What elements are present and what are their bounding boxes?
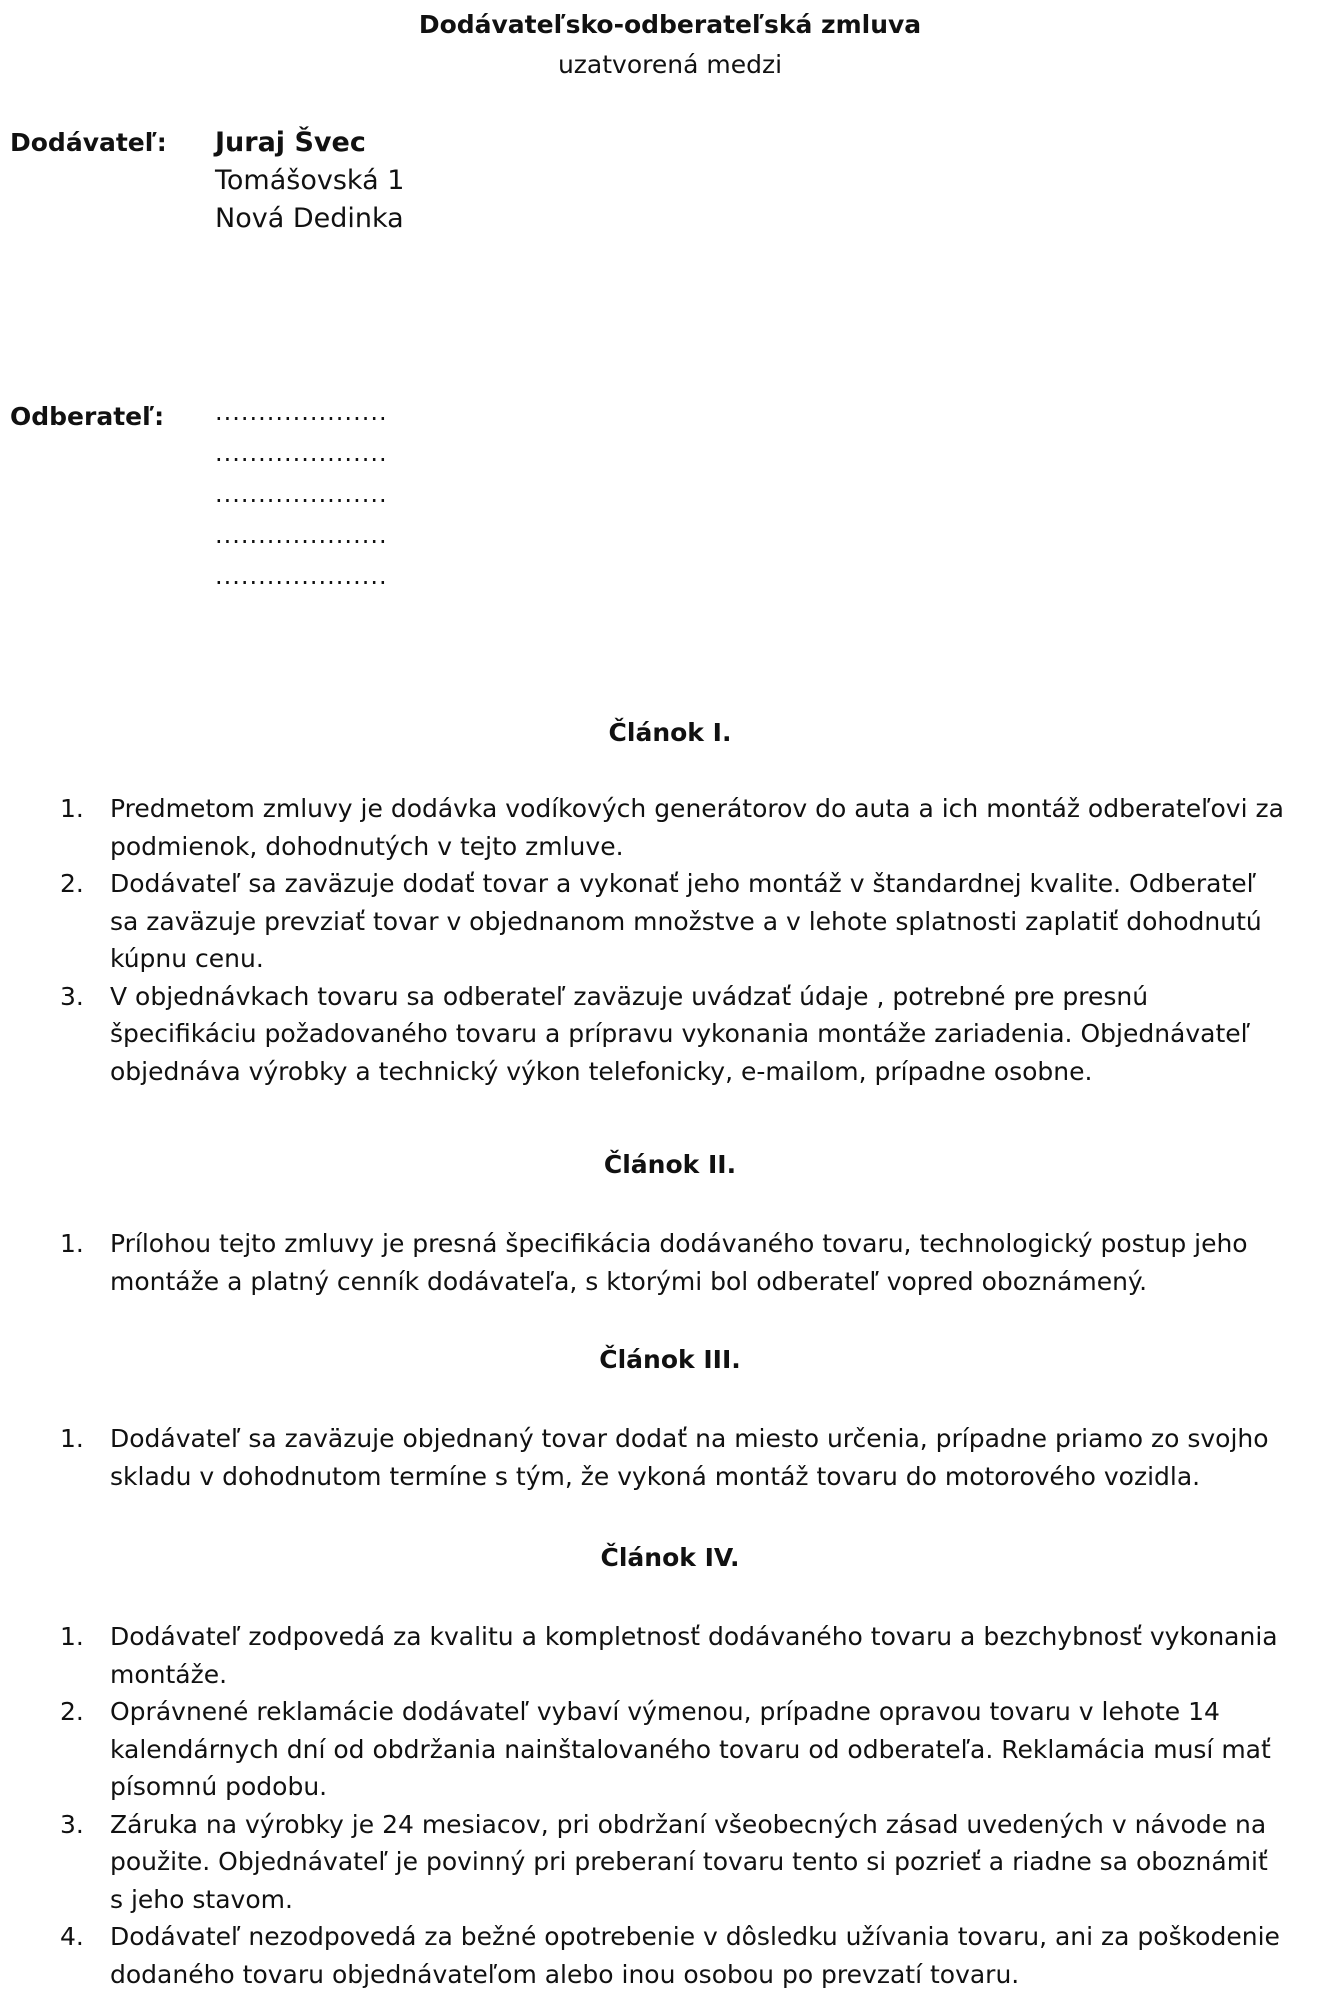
item-text: Prílohou tejto zmluvy je presná špecifikácia dodávaného tovaru, technologický postup jeho montáže a platný cenník dodávateľa, s ktorými bol odberateľ vopred oboznámený. [110, 1229, 1248, 1296]
article-items [60, 1618, 1330, 1993]
item-number: 1. [60, 1424, 84, 1453]
item-text: V objednávkach tovaru sa odberateľ zaväzuje uvádzať údaje , potrebné pre presnú špecifikáciu požadovaného tovaru a prípravu vykonania montáže zariadenia. Objednávateľ objednáva výrobky a technický výkon telefonicky, e-mailom, prípadne osobne. [110, 981, 1251, 1086]
article-items [60, 790, 1330, 1090]
item-text: Dodávateľ nezodpovedá za bežné opotrebenie v dôsledku užívania tovaru, ani za poškodenie dodaného tovaru objednávateľom alebo inou osobou po prevzatí tovaru. [110, 1922, 1280, 1989]
supplier-city: Nová Dedinka [215, 203, 404, 234]
item-text: Záruka na výrobky je 24 mesiacov, pri obdržaní všeobecných zásad uvedených v návode na použite. Objednávateľ je povinný pri preberaní tovaru tento si pozrieť a riadne sa oboznámiť s jeho stavom. [110, 1809, 1268, 1914]
article-items [60, 1420, 1330, 1495]
customer-blank-line: .................... [215, 480, 388, 508]
customer-blank-line: .................... [215, 521, 388, 549]
item-number: 2. [60, 1697, 84, 1726]
item-text: Oprávnené reklamácie dodávateľ vybaví výmenou, prípadne opravou tovaru v lehote 14 kalendárnych dní od obdržania nainštalovaného tovaru od odberateľa. Reklamácia musí mať písomnú podobu. [110, 1697, 1271, 1801]
item-text: Dodávateľ sa zaväzuje dodať tovar a vykonať jeho montáž v štandardnej kvalite. Odberateľ sa zaväzuje prevziať tovar v objednanom množstve a v lehote splatnosti zaplatiť dohodnutú kúpnu cenu. [110, 869, 1262, 973]
supplier-block [215, 124, 404, 238]
list-item [60, 1693, 1330, 1806]
list-item [60, 865, 1330, 978]
article-items [60, 1225, 1330, 1300]
list-item [60, 1225, 1330, 1300]
item-number: 2. [60, 869, 84, 898]
item-number: 1. [60, 1622, 84, 1651]
customer-blank-line: .................... [215, 398, 388, 426]
document-title: Dodávateľsko-odberateľská zmluva [418, 10, 922, 39]
item-text: Predmetom zmluvy je dodávka vodíkových generátorov do auta a ich montáž odberateľovi za podmienok, dohodnutých v tejto zmluve. [110, 794, 1284, 861]
list-item [60, 1918, 1330, 1993]
list-item [60, 978, 1330, 1091]
item-number: 3. [60, 981, 84, 1011]
supplier-label: Dodávateľ: [10, 128, 167, 157]
list-item [60, 1806, 1330, 1919]
customer-label: Odberateľ: [10, 402, 165, 431]
item-text: Dodávateľ sa zaväzuje objednaný tovar dodať na miesto určenia, prípadne priamo zo svojho skladu v dohodnutom termíne s tým, že vykoná montáž tovaru do motorového vozidla. [110, 1424, 1269, 1491]
item-number: 1. [60, 794, 84, 823]
article-heading: Článok III. [599, 1345, 741, 1374]
list-item [60, 790, 1330, 865]
article-heading: Článok I. [608, 718, 732, 747]
supplier-name: Juraj Švec [215, 127, 366, 158]
list-item [60, 1618, 1330, 1693]
item-number: 1. [60, 1229, 84, 1258]
item-text: Dodávateľ zodpovedá za kvalitu a kompletnosť dodávaného tovaru a bezchybnosť vykonania montáže. [110, 1622, 1278, 1689]
article-heading: Článok II. [603, 1150, 737, 1179]
list-item [60, 1420, 1330, 1495]
article-heading: Článok IV. [600, 1543, 740, 1572]
item-number: 3. [60, 1809, 84, 1839]
customer-blank-line: .................... [215, 439, 388, 467]
item-number: 4. [60, 1922, 84, 1951]
customer-blank-lines [215, 392, 388, 597]
customer-blank-line: .................... [215, 562, 388, 590]
supplier-street: Tomášovská 1 [215, 165, 405, 196]
document-subtitle: uzatvorená medzi [557, 50, 783, 79]
